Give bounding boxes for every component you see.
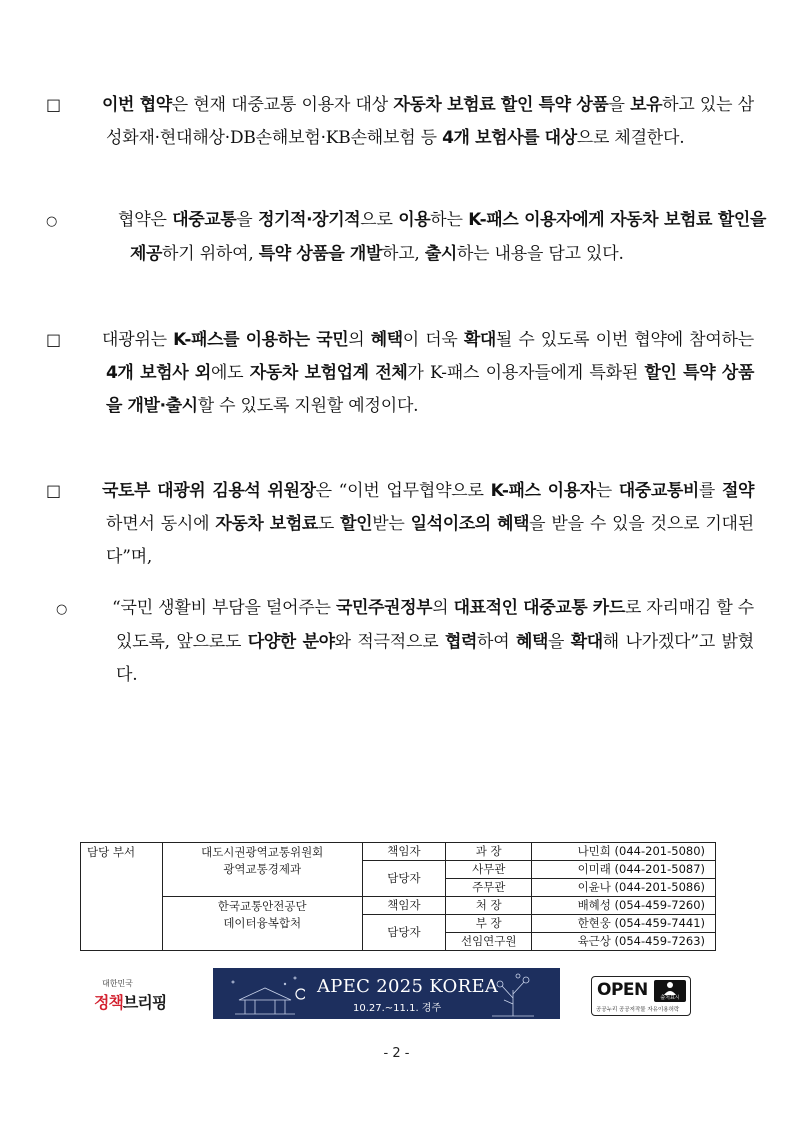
paragraph-text: 협약은 대중교통을 정기적·장기적으로 이용하는 K-패스 이용자에게 자동차 보험료 할인을 제공하기 위하여, 특약 상품을 개발하고, 출시하는 내용을 담고 있다. bbox=[118, 210, 766, 264]
contact-title: 부 장 bbox=[446, 915, 532, 933]
logo-wordmark bbox=[94, 990, 166, 1013]
paragraph-support-plan bbox=[46, 323, 755, 423]
emphasis-text: 출시 bbox=[424, 244, 457, 264]
square-bullet: □ bbox=[46, 330, 61, 349]
emphasis-text: 할인 bbox=[340, 514, 373, 534]
emphasis-text: 절약 bbox=[721, 481, 754, 501]
emphasis-text: 보유 bbox=[630, 95, 663, 115]
logo-wordmark-a: 정책 bbox=[94, 993, 123, 1012]
square-bullet: □ bbox=[46, 95, 61, 114]
open-wordmark: OPEN bbox=[597, 980, 648, 1000]
contact-title: 과 장 bbox=[446, 843, 532, 861]
paragraph-chairman-quote bbox=[46, 474, 754, 574]
org2-cell bbox=[162, 897, 362, 951]
contact-title: 선임연구원 bbox=[446, 933, 532, 951]
apec-banner[interactable] bbox=[213, 968, 560, 1019]
role-staff-cell: 담당자 bbox=[362, 915, 446, 951]
attribution-label: 출처표시 bbox=[660, 995, 680, 1001]
emphasis-text: 이용 bbox=[398, 210, 431, 230]
role-lead-cell: 책임자 bbox=[362, 843, 446, 861]
square-bullet: □ bbox=[46, 481, 61, 500]
contact-name: 한현웅 (054-459-7441) bbox=[532, 915, 716, 933]
table-row bbox=[81, 843, 716, 861]
policy-briefing-logo[interactable] bbox=[94, 978, 180, 1018]
emphasis-text: 확대 bbox=[570, 632, 603, 652]
org1-name: 대도시권광역교통위원회 bbox=[201, 845, 324, 859]
logo-caption: 대한민국 bbox=[102, 979, 133, 988]
emphasis-text: 4개 보험사 외 bbox=[106, 363, 211, 383]
org2-division: 데이터융복합처 bbox=[223, 916, 302, 930]
emphasis-text: 특약 상품을 개발 bbox=[258, 244, 382, 264]
emphasis-text: 자동차 보험료 할인 특약 상품 bbox=[393, 95, 609, 115]
paragraph-text: 국토부 대광위 김용석 위원장은 “이번 업무협약으로 K-패스 이용자는 대중교통비를 절약하면서 동시에 자동차 보험료도 할인받는 일석이조의 혜택을 받을 수 있을 것으로 기대된다”며, bbox=[102, 481, 754, 567]
contact-name: 나민희 (044-201-5080) bbox=[532, 843, 716, 861]
emphasis-text: 국민주권정부 bbox=[335, 598, 433, 618]
emphasis-text: 대표적인 대중교통 카드 bbox=[453, 598, 625, 618]
emphasis-text: 혜택 bbox=[370, 330, 403, 350]
contact-table bbox=[80, 842, 716, 951]
paragraph-text: 이번 협약은 현재 대중교통 이용자 대상 자동차 보험료 할인 특약 상품을 보유하고 있는 삼성화재·현대해상·DB손해보험·KB손해보험 등 4개 보험사를 대상으로 체결한다. bbox=[102, 95, 754, 148]
org1-division: 광역교통경제과 bbox=[223, 862, 302, 876]
role-staff-cell: 담당자 bbox=[362, 861, 446, 897]
apec-title: APEC 2025 KOREA bbox=[317, 976, 499, 997]
org1-cell bbox=[162, 843, 362, 897]
apec-dates: 10.27.~11.1. 경주 bbox=[353, 1003, 442, 1014]
paragraph-text: 대광위는 K-패스를 이용하는 국민의 혜택이 더욱 확대될 수 있도록 이번 협약에 참여하는 4개 보험사 외에도 자동차 보험업계 전체가 K-패스 이용자들에게 특화된 할인 특약 상품을 개발·출시할 수 있도록 지원할 예정이다. bbox=[102, 330, 755, 416]
page-number: - 2 - bbox=[383, 1046, 410, 1061]
contact-title: 처 장 bbox=[446, 897, 532, 915]
paragraph-text: “국민 생활비 부담을 덜어주는 국민주권정부의 대표적인 대중교통 카드로 자리매김 할 수 있도록, 앞으로도 다양한 분야와 적극적으로 협력하여 혜택을 확대해 나가겠다”고 밝혔다. bbox=[112, 598, 754, 685]
circle-bullet: ○ bbox=[56, 602, 68, 617]
emphasis-text: 국토부 대광위 김용석 위원장 bbox=[102, 481, 316, 501]
emphasis-text: 정기적·장기적 bbox=[258, 210, 361, 230]
org2-name: 한국교통안전공단 bbox=[217, 899, 307, 913]
tree-illustration-icon bbox=[478, 970, 548, 1018]
emphasis-text: 대중교통비 bbox=[618, 481, 699, 501]
emphasis-text: 자동차 보험업계 전체 bbox=[249, 363, 408, 383]
contact-name: 이윤나 (044-201-5086) bbox=[532, 879, 716, 897]
emphasis-text: 4개 보험사를 대상 bbox=[442, 128, 577, 148]
emphasis-text: K-패스를 이용하는 국민 bbox=[173, 330, 349, 350]
emphasis-text: 이번 협약 bbox=[102, 95, 172, 115]
emphasis-text: 혜택 bbox=[515, 632, 548, 652]
contact-name: 배혜성 (054-459-7260) bbox=[532, 897, 716, 915]
dept-label-cell: 담당 부서 bbox=[81, 843, 163, 951]
emphasis-text: 확대 bbox=[463, 330, 496, 350]
emphasis-text: 대중교통 bbox=[172, 210, 237, 230]
contact-name: 육근상 (054-459-7263) bbox=[532, 933, 716, 951]
contact-title: 주무관 bbox=[446, 879, 532, 897]
contact-title: 사무관 bbox=[446, 861, 532, 879]
table-row bbox=[81, 897, 716, 915]
paragraph-agreement-content bbox=[46, 204, 766, 271]
emphasis-text: 다양한 분야 bbox=[247, 632, 335, 652]
circle-bullet: ○ bbox=[46, 214, 58, 229]
kogl-open-badge[interactable] bbox=[591, 976, 691, 1016]
attribution-badge bbox=[654, 980, 686, 1002]
emphasis-text: 할인 특약 상품을 개발·출시 bbox=[106, 363, 754, 416]
emphasis-text: 협력 bbox=[444, 632, 478, 652]
emphasis-text: K-패스 이용자 bbox=[490, 481, 596, 501]
role-lead-cell: 책임자 bbox=[362, 897, 446, 915]
palace-illustration-icon bbox=[225, 970, 305, 1018]
paragraph-agreement-scope bbox=[46, 88, 754, 155]
emphasis-text: K-패스 이용자에게 자동차 보험료 할인을 제공 bbox=[130, 210, 766, 264]
logo-wordmark-b: 브리핑 bbox=[122, 993, 167, 1012]
emphasis-text: 자동차 보험료 bbox=[215, 514, 318, 534]
paragraph-chairman-quote-cont bbox=[56, 592, 754, 692]
contact-name: 이미래 (044-201-5087) bbox=[532, 861, 716, 879]
emphasis-text: 일석이조의 혜택 bbox=[410, 514, 530, 534]
open-license-caption: 공공누리 공공저작물 자유이용허락 bbox=[596, 1007, 680, 1013]
